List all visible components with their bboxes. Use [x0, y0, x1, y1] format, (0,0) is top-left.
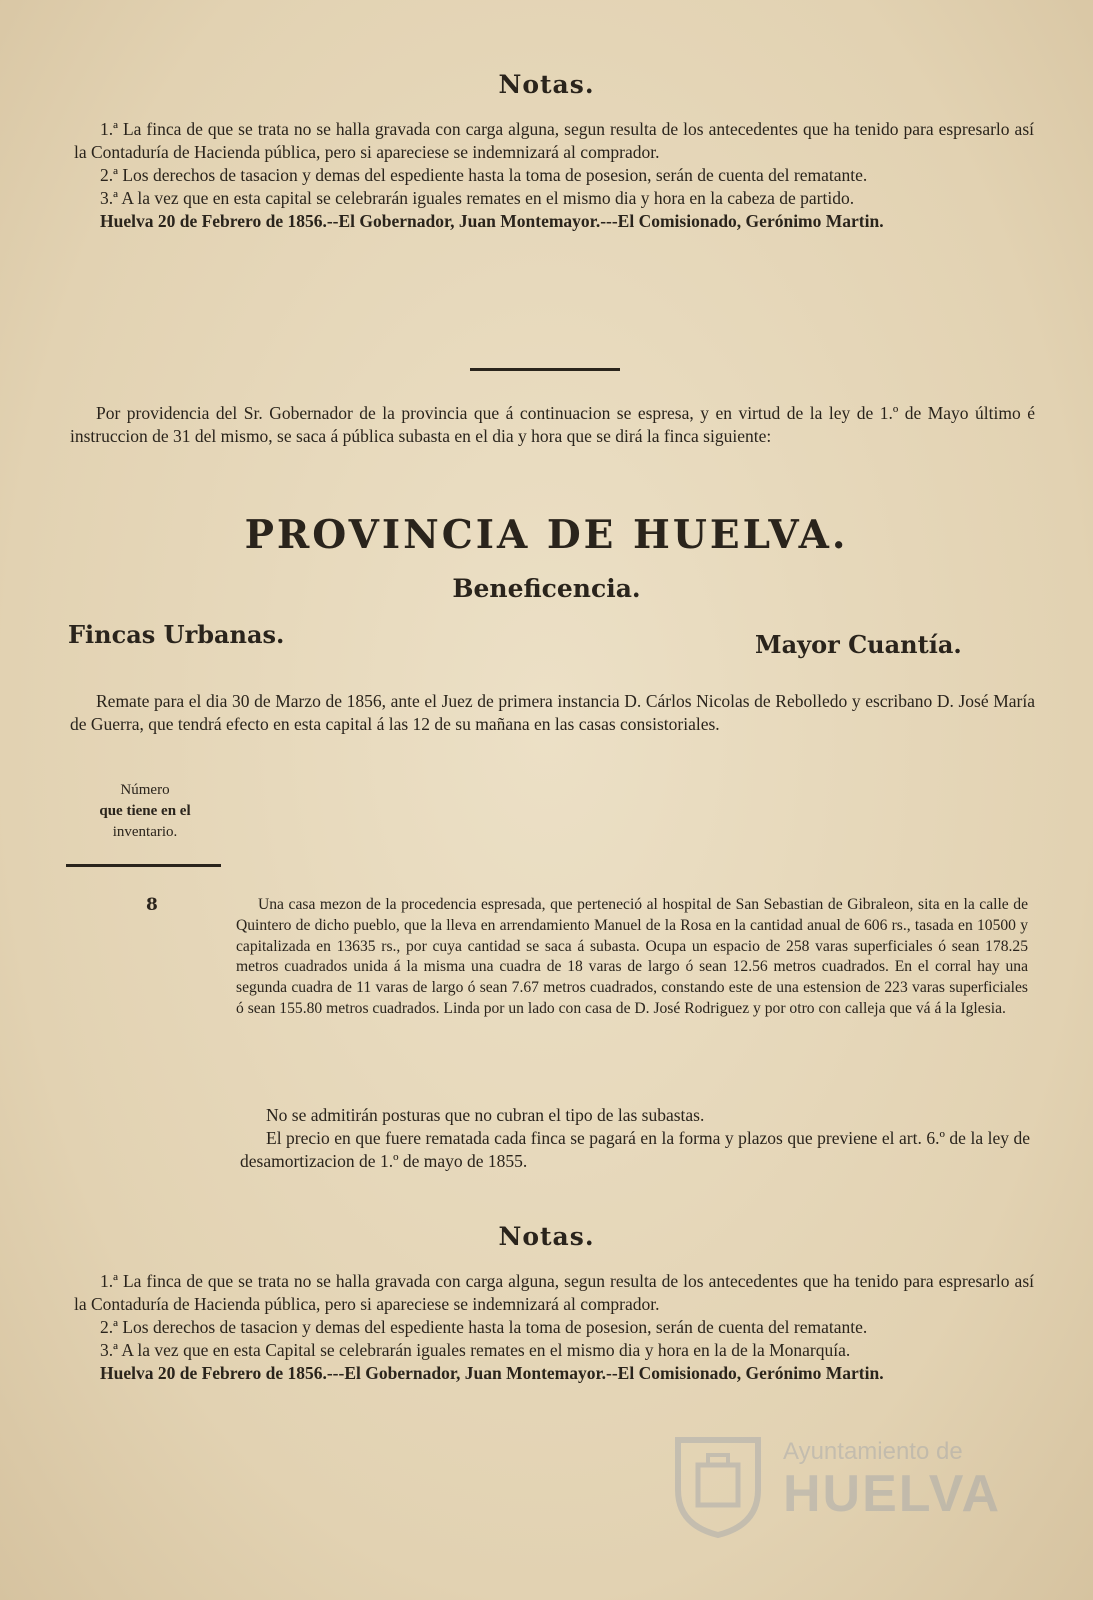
top-notes-block	[74, 118, 1034, 233]
top-note-1: 1.ª La finca de que se trata no se halla gravada con carga alguna, segun resulta de los antecedentes que ha tenido para espresarlo así la Contaduría de Hacienda pública, pero si apareciese se indemnizará al comprador.	[74, 119, 1034, 162]
intro-text: Por providencia del Sr. Gobernador de la provincia que á continuacion se espresa, y en virtud de la ley de 1.º de Mayo último é instruccion de 31 del mismo, se saca á pública subasta en el dia y hora que se dirá la finca siguiente:	[70, 403, 1035, 446]
category-left: Fincas Urbanas.	[68, 620, 285, 649]
item-number: 8	[146, 895, 158, 915]
section-title: Beneficencia.	[452, 574, 641, 603]
category-right: Mayor Cuantía.	[755, 630, 962, 659]
bottom-notes-heading: Notas.	[498, 1222, 595, 1251]
watermark-line2: HUELVA	[783, 1465, 1002, 1523]
inventory-label-line3: inventario.	[112, 824, 178, 840]
bottom-note-2: 2.ª Los derechos de tasacion y demas del espediente hasta la toma de posesion, serán de cuenta del rematante.	[100, 1317, 868, 1337]
bottom-signature: Huelva 20 de Febrero de 1856.---El Gobernador, Juan Montemayor.--El Comisionado, Gerónimo Martin.	[100, 1363, 884, 1383]
item-rules-block	[240, 1104, 1030, 1173]
inventory-rule	[66, 864, 221, 867]
top-notes-heading: Notas.	[498, 70, 595, 99]
intro-block	[70, 402, 1035, 448]
inventory-label	[70, 780, 220, 843]
auction-text: Remate para el dia 30 de Marzo de 1856, ante el Juez de primera instancia D. Cárlos Nicolas de Rebolledo y escribano D. José María de Guerra, que tendrá efecto en esta capital á las 12 de su mañana en las casas consistoriales.	[70, 691, 1035, 734]
watermark	[663, 1430, 1003, 1540]
auction-block	[70, 690, 1035, 736]
inventory-label-line2: que tiene en el	[99, 803, 191, 819]
bottom-notes-block	[74, 1270, 1034, 1385]
watermark-line1: Ayuntamiento de	[783, 1438, 963, 1465]
top-signature: Huelva 20 de Febrero de 1856.--El Gobernador, Juan Montemayor.---El Comisionado, Gerónimo Martin.	[100, 211, 884, 231]
province-title: PROVINCIA DE HUELVA.	[244, 512, 849, 558]
item-description: Una casa mezon de la procedencia espresada, que perteneció al hospital de San Sebastian de Gibraleon, sita en la calle de Quintero de dicho pueblo, que la lleva en arrendamiento Manuel de la Rosa en la cantidad anual de 606 rs., tasada en 10500 y capitalizada en 13635 rs., por cuya cantidad se saca á subasta. Ocupa un espacio de 258 varas superficiales ó sean 178.25 metros cuadrados unida á la misma una cuadra de 18 varas de largo ó sean 12.56 metros cuadrados. En el corral hay una segunda cuadra de 11 varas de largo ó sean 7.67 metros cuadrados, constando este de una estension de 223 varas superficiales ó sean 155.80 metros cuadrados. Linda por un lado con casa de D. José Rodriguez y por otro con calleja que vá á la Iglesia.	[236, 896, 1028, 1017]
city-shield-icon	[663, 1430, 773, 1540]
divider-rule	[470, 368, 620, 371]
bottom-note-1: 1.ª La finca de que se trata no se halla gravada con carga alguna, segun resulta de los antecedentes que ha tenido para espresarlo así la Contaduría de Hacienda pública, pero si apareciese se indemnizará al comprador.	[74, 1271, 1034, 1314]
item-description-block	[236, 895, 1028, 1020]
item-rule-1: No se admitirán posturas que no cubran el tipo de las subastas.	[266, 1105, 705, 1125]
bottom-note-3: 3.ª A la vez que en esta Capital se celebrarán iguales remates en el mismo dia y hora en la de la Monarquía.	[100, 1340, 851, 1360]
item-rule-2: El precio en que fuere rematada cada finca se pagará en la forma y plazos que previene el art. 6.º de la ley de desamortizacion de 1.º de mayo de 1855.	[240, 1128, 1030, 1171]
top-note-3: 3.ª A la vez que en esta capital se celebrarán iguales remates en el mismo dia y hora en la cabeza de partido.	[100, 188, 855, 208]
inventory-label-line1: Número	[120, 782, 170, 798]
top-note-2: 2.ª Los derechos de tasacion y demas del espediente hasta la toma de posesion, serán de cuenta del rematante.	[100, 165, 868, 185]
